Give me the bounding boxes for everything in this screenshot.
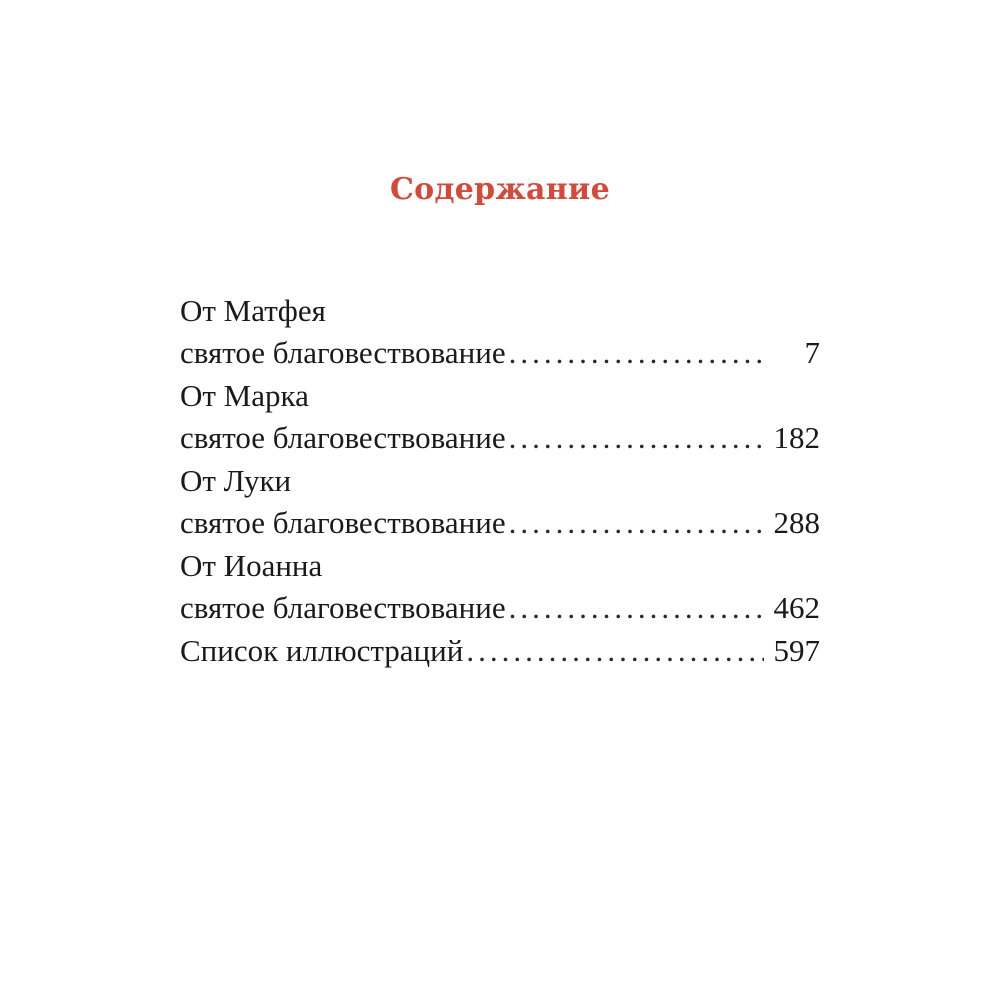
toc-page-number: 7	[804, 335, 820, 370]
dot-leader	[463, 630, 764, 672]
table-of-contents	[180, 290, 820, 672]
page-title: Содержание	[390, 172, 610, 207]
toc-heading-line	[180, 375, 820, 417]
toc-subtitle-line	[180, 417, 820, 459]
toc-page-number: 288	[773, 505, 820, 540]
toc-heading-line	[180, 460, 820, 502]
dot-leader	[506, 332, 764, 374]
toc-illustrations-line	[180, 630, 820, 672]
toc-entry-illustrations[interactable]	[180, 630, 820, 672]
toc-page-number: 182	[773, 420, 820, 455]
toc-page-number: 597	[773, 633, 820, 668]
toc-illustrations-label: Список иллюстраций	[180, 633, 464, 668]
toc-heading: От Луки	[180, 463, 292, 498]
toc-heading-line	[180, 290, 820, 332]
toc-entry-luke[interactable]	[180, 460, 820, 544]
dot-leader	[506, 417, 764, 459]
toc-subtitle-line	[180, 502, 820, 544]
toc-subtitle: святое благовествование	[180, 420, 506, 455]
toc-entry-john[interactable]	[180, 545, 820, 629]
toc-heading-line	[180, 545, 820, 587]
toc-subtitle-line	[180, 587, 820, 629]
toc-entry-mark[interactable]	[180, 375, 820, 459]
dot-leader	[506, 502, 764, 544]
toc-subtitle-line	[180, 332, 820, 374]
toc-entry-matthew[interactable]	[180, 290, 820, 374]
toc-subtitle: святое благовествование	[180, 590, 506, 625]
toc-heading: От Марка	[180, 378, 309, 413]
toc-heading: От Матфея	[180, 293, 326, 328]
toc-heading: От Иоанна	[180, 548, 323, 583]
dot-leader	[506, 587, 764, 629]
toc-page-number: 462	[773, 590, 820, 625]
toc-subtitle: святое благовествование	[180, 335, 506, 370]
toc-subtitle: святое благовествование	[180, 505, 506, 540]
